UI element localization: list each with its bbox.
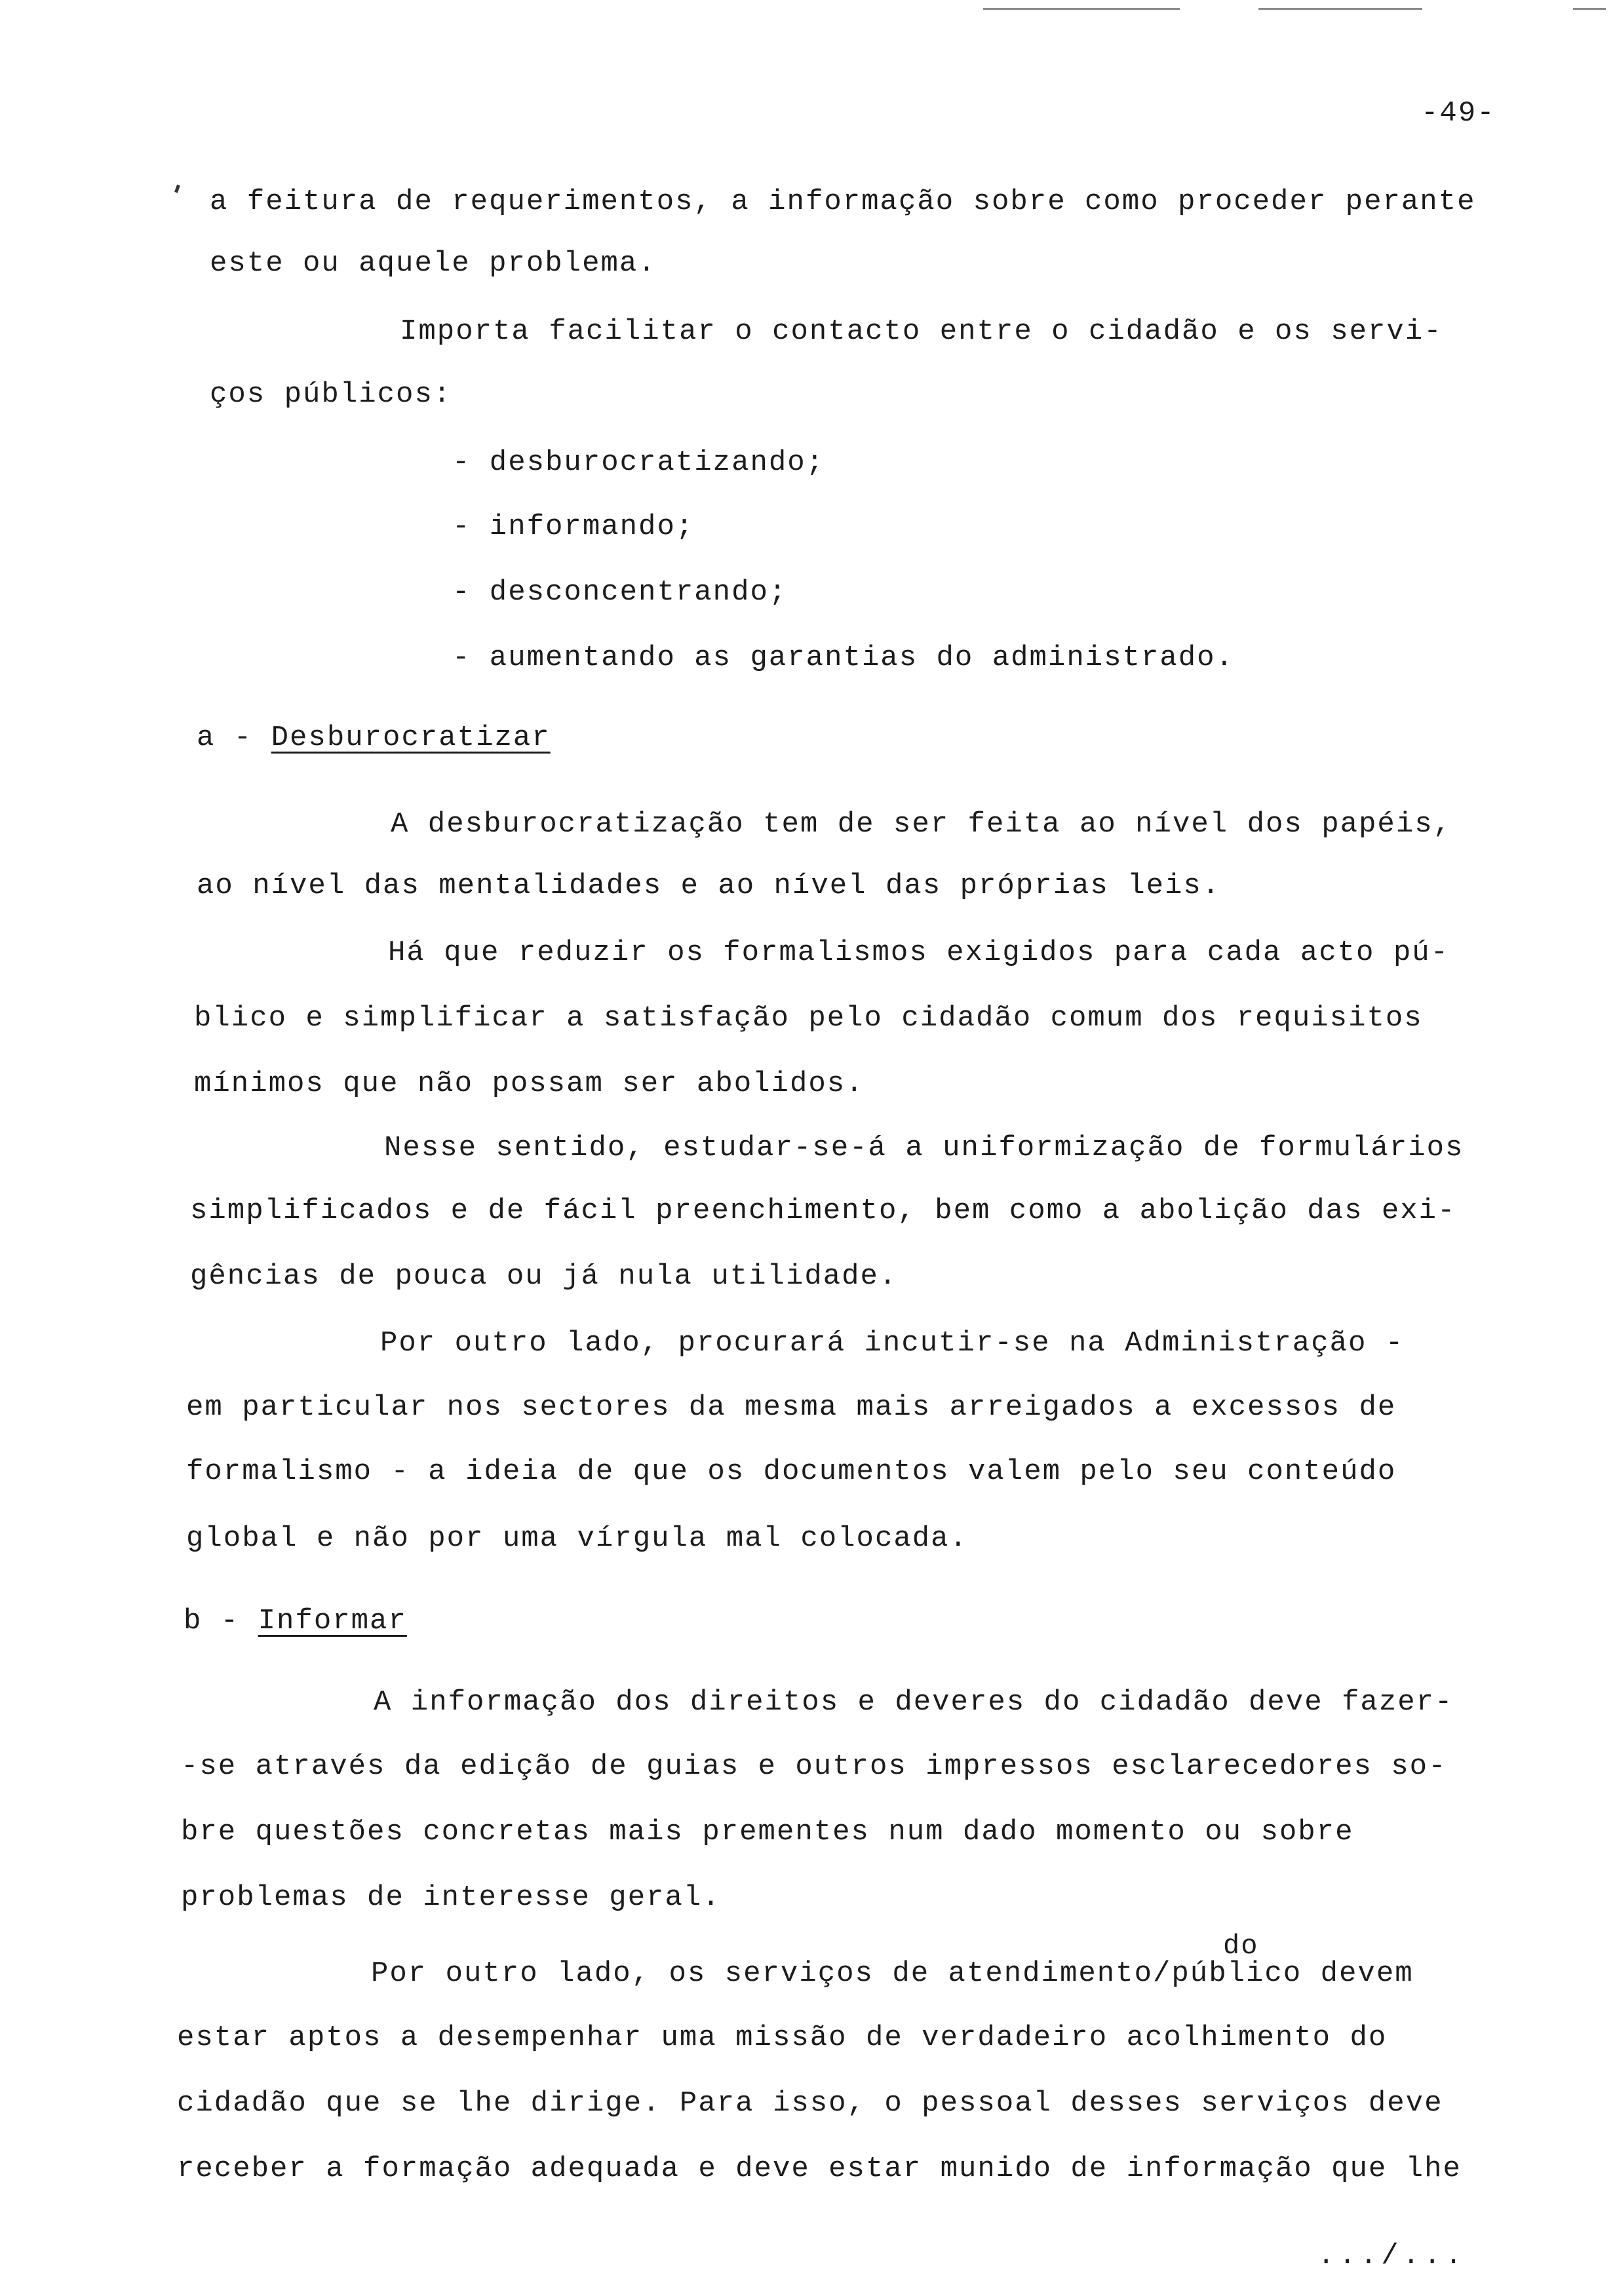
text-line: receber a formação adequada e deve estar munido de informação que lhe — [177, 2152, 1462, 2185]
text-line: global e não por uma vírgula mal colocada. — [186, 1522, 968, 1555]
text-line: problemas de interesse geral. — [181, 1881, 721, 1914]
text-line: ao nível das mentalidades e ao nível das próprias leis. — [197, 870, 1221, 902]
text-line: Importa facilitar o contacto entre o cidadão e os servi- — [400, 315, 1443, 348]
text-line: A informação dos direitos e deveres do cidadão deve fazer- — [374, 1686, 1454, 1719]
text-line: este ou aquele problema. — [210, 247, 657, 280]
text-line: em particular nos sectores da mesma mais arreigados a excessos de — [186, 1391, 1397, 1424]
text-line: -se através da edição de guias e outros impressos esclarecedores so- — [181, 1750, 1447, 1783]
text-line: mínimos que não possam ser abolidos. — [194, 1067, 865, 1100]
bullet-item: - desconcentrando; — [452, 576, 788, 609]
text-line: estar aptos a desempenhar uma missão de verdadeiro acolhimento do — [177, 2021, 1388, 2054]
bullet-item: - desburocratizando; — [452, 446, 825, 479]
text-line: Por outro lado, procurará incutir-se na Administração - — [380, 1327, 1405, 1360]
handwritten-insertion: do — [1223, 1930, 1259, 1962]
section-title: Informar — [258, 1605, 407, 1637]
text-line: Nesse sentido, estudar-se-á a uniformização de formulários — [384, 1132, 1464, 1164]
section-title: Desburocratizar — [271, 721, 551, 754]
page-number: -49- — [1421, 97, 1496, 130]
text-line: blico e simplificar a satisfação pelo cidadão comum dos requisitos — [194, 1002, 1423, 1035]
text-line: cidadão que se lhe dirige. Para isso, o pessoal desses serviços deve — [177, 2087, 1443, 2120]
text-line: gências de pouca ou já nula utilidade. — [190, 1260, 898, 1293]
text-line: a feitura de requerimentos, a informação sobre como proceder perante — [210, 185, 1476, 218]
text-line: bre questões concretas mais prementes num dado momento ou sobre — [181, 1816, 1354, 1848]
text-line: simplificados e de fácil preenchimento, bem como a abolição das exi- — [190, 1195, 1456, 1227]
scan-edge-line — [1573, 8, 1606, 10]
section-heading-a — [197, 723, 551, 752]
bullet-item: - aumentando as garantias do administrado. — [452, 641, 1234, 674]
scan-edge-line — [1258, 8, 1422, 10]
text-line: Há que reduzir os formalismos exigidos para cada acto pú- — [388, 936, 1450, 969]
text-line: formalismo - a ideia de que os documentos valem pelo seu conteúdo — [186, 1455, 1397, 1488]
bullet-item: - informando; — [452, 510, 695, 543]
continuation-mark: .../... — [1317, 2240, 1466, 2272]
margin-mark — [174, 185, 180, 193]
section-prefix: a - — [197, 721, 271, 754]
text-line: A desburocratização tem de ser feita ao nível dos papéis, — [391, 808, 1452, 841]
section-prefix: b - — [184, 1605, 258, 1637]
scan-edge-line — [983, 8, 1180, 10]
section-heading-b — [184, 1607, 407, 1636]
text-line: ços públicos: — [210, 378, 452, 411]
text-line: Por outro lado, os serviços de atendimento/público devem — [371, 1957, 1414, 1990]
